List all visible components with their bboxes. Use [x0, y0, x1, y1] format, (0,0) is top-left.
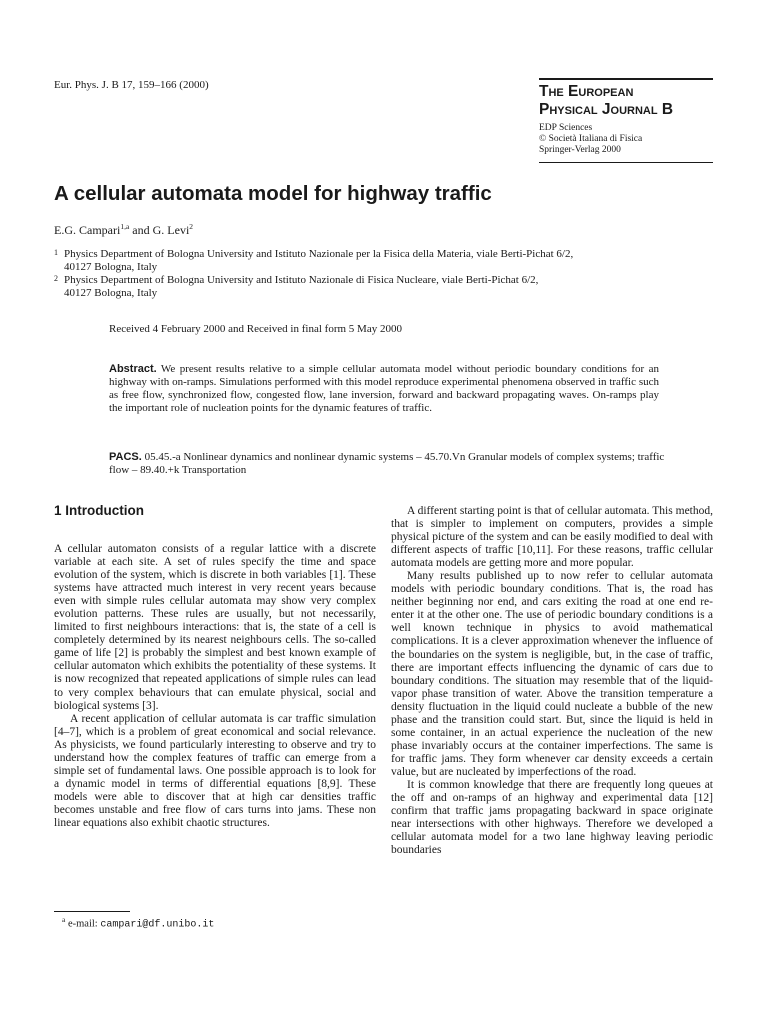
author-affiliation-mark: 1,a [120, 222, 130, 231]
journal-name-line1: The European [539, 83, 634, 100]
right-column [391, 505, 713, 857]
affiliation [54, 248, 714, 274]
publisher-line: EDP Sciences [539, 123, 593, 133]
abstract-text: We present results relative to a simple cellular automata model without periodic boundary conditions for an highway with on-ramps. Simulations performed with this model reproduce experimental phenomena observed in traffic such as free flow, synchronized flow, congested flow, lane inversion, forward and backward propagating waves. On-ramps play the important role of nucleation points for the dynamic features of traffic. [109, 363, 659, 414]
author-separator: and [129, 223, 153, 237]
footnote-mark: a [62, 915, 66, 924]
journal-citation [54, 79, 209, 91]
paragraph: Many results published up to now refer to cellular automata models with periodic boundary conditions. That is, the road has neither beginning nor end, and cars exiting the road at one end re-enter it at the other one. The use of periodic boundary conditions is a well known technique in physics to avoid mathematical complications. It is a clever approximation whenever the influence of the boundaries on the system is negligible, but, in the case of traffic, there are important effects influencing the dynamic of cars due to boundary conditions. The situation may resemble that of the liquid-vapor phase transition of water. Above the transition temperature a density fluctuation in the liquid could nucleate a bubble of the new phase and the transition could start. But, since the liquid is held in some container, in an actual experience the nucleation of the new phase invariably occurs at the container imperfections. The same is for traffic jams. They form whenever car density exceeds a certain value, but are nucleated by imperfections of the road. [391, 570, 713, 778]
pacs-codes [109, 451, 669, 477]
affiliation-number: 1 [54, 248, 58, 257]
affiliation-line: Physics Department of Bologna University and Istituto Nazionale di Fisica Nucleare, viale Berti-Pichat 6/2, [64, 274, 539, 286]
paragraph: A cellular automaton consists of a regular lattice with a discrete variable at each site. A set of rules specify the time and space evolution of the system, which is discrete in both variables [1]. These systems have attracted much interest in very recent years because even with simple rules cellular automata may show very complex evolution patterns. These rules are usually, but not necessarily, limited to first neighbours interactions: that is, the state of a cell is completely determined by its nearest neighbours cells. The so-called game of life [2] is probably the simplest and best known example of cellular automaton which exhibits the potentiality of these systems. It is now recognized that repeated applications of simple rules can lead to very complex behaviours that can emulate physical, social and biological systems [3]. [54, 543, 376, 712]
abstract-label: Abstract. [109, 363, 157, 375]
masthead-top-rule [539, 78, 713, 80]
publisher-line: Springer-Verlag 2000 [539, 145, 621, 155]
journal-name [539, 83, 713, 119]
pacs-label: PACS. [109, 451, 142, 463]
author-name: G. Levi [152, 223, 190, 237]
citation-text: Eur. Phys. J. B 17, 159–166 (2000) [54, 79, 209, 91]
section-heading: 1 Introduction [54, 503, 144, 518]
received-dates: Received 4 February 2000 and Received in final form 5 May 2000 [109, 323, 402, 335]
affiliation-line: 40127 Bologna, Italy [64, 261, 158, 273]
affiliation-line: Physics Department of Bologna University and Istituto Nazionale per la Fisica della Materia, viale Berti-Pichat 6/2, [64, 248, 574, 260]
footnote [62, 915, 214, 931]
publisher-block [539, 123, 713, 156]
journal-name-line2: Physical Journal B [539, 101, 674, 118]
affiliation-number: 2 [54, 274, 58, 283]
abstract [109, 363, 659, 415]
footnote-label: e-mail: [67, 918, 101, 930]
publisher-line: © Società Italiana di Fisica [539, 134, 643, 144]
author-list [54, 222, 193, 238]
footnote-rule [54, 911, 130, 912]
left-column [54, 543, 376, 830]
author-affiliation-mark: 2 [189, 222, 194, 231]
footnote-email[interactable]: campari@df.unibo.it [100, 919, 215, 931]
affiliation [54, 274, 714, 300]
paragraph: A recent application of cellular automata is car traffic simulation [4–7], which is a problem of great economical and social relevance. As physicists, we found particularly interesting to observe and try to understand how the complex features of traffic can emerge from a simple set of fundamental laws. One possible approach is to look for a dynamic model in terms of differential equations [8,9]. These models were able to discover that at high car densities traffic becomes unstable and free flow of cars turns into jams. These non linear equations also exhibit chaotic structures. [54, 712, 376, 829]
paragraph: It is common knowledge that there are frequently long queues at the off and on-ramps of an highway and experimental data [12] confirm that traffic jams propagating backward in space originate near intersections with other highways. Therefore we developed a cellular automata model for a two lane highway leaving periodic boundaries [391, 778, 713, 857]
paper-title: A cellular automata model for highway traffic [54, 182, 492, 205]
paragraph: A different starting point is that of cellular automata. This method, that is simpler to implement on computers, provides a simple physical picture of the system and can be easily modified to deal with different aspects of traffic [10,11]. For these reasons, traffic cellular automata models are getting more and more popular. [391, 505, 713, 570]
affiliation-line: 40127 Bologna, Italy [64, 287, 158, 299]
journal-masthead [539, 78, 713, 163]
pacs-text: 05.45.-a Nonlinear dynamics and nonlinear dynamic systems – 45.70.Vn Granular models of complex systems; traffic flow – 89.40.+k Transportation [109, 451, 665, 476]
masthead-bottom-rule [539, 162, 713, 163]
author-name: E.G. Campari [54, 223, 121, 237]
